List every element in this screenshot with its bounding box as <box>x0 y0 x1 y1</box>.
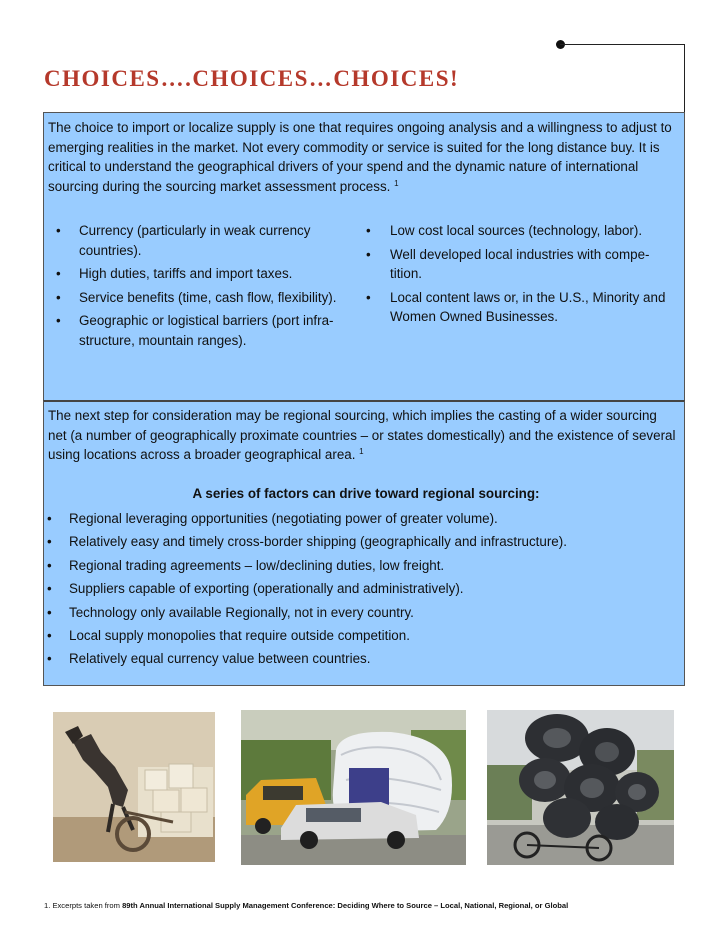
list-item-text: High duties, tariffs and import taxes. <box>79 266 293 281</box>
bullet-icon: • <box>366 223 371 238</box>
decorative-rule-vertical <box>684 44 685 112</box>
list-item <box>44 579 567 602</box>
bullet-icon: • <box>47 511 52 526</box>
regional-factors-list <box>44 509 567 673</box>
list-item <box>56 221 361 260</box>
regional-sourcing-paragraph <box>48 406 678 465</box>
localize-drivers-list <box>366 221 671 331</box>
import-drivers-list <box>56 221 361 354</box>
list-item-text: Local content laws or, in the U.S., Minority and Women Owned Businesses. <box>390 289 666 324</box>
bullet-icon: • <box>56 313 61 328</box>
list-item-text: Relatively easy and timely cross-border shipping (geographically and infrastructure). <box>69 534 567 550</box>
bullet-icon: • <box>56 289 61 305</box>
list-item-text: Technology only available Regionally, not in every country. <box>69 604 414 620</box>
import-localize-paragraph <box>48 118 678 196</box>
donkey-cart-photo <box>53 712 215 862</box>
list-item-text: Service benefits (time, cash flow, flexibility). <box>79 289 337 305</box>
list-item <box>44 603 567 626</box>
list-item-text: Geographic or logistical barriers (port infra-structure, mountain ranges). <box>79 313 334 348</box>
bullet-icon: • <box>47 651 52 667</box>
list-item <box>44 532 567 555</box>
list-item <box>366 245 671 284</box>
regional-sourcing-panel <box>43 400 685 686</box>
list-item-text: Low cost local sources (technology, labor). <box>390 223 643 238</box>
bullet-icon: • <box>366 246 371 262</box>
bullet-icon: • <box>47 581 52 597</box>
list-item-text: Currency (particularly in weak currency countries). <box>79 223 311 258</box>
bullet-icon: • <box>56 266 61 281</box>
list-item <box>366 221 671 241</box>
paragraph-text: The choice to import or localize supply is one that requires ongoing analysis and a willingness to adjust to emerging realities in the market. Not every commodity or service is suited for the long distance buy. It is critical to understand the geographical drivers of your spend and the dynamic nature of international sourcing during the sourcing market assessment process. <box>48 120 672 194</box>
list-item <box>44 649 567 672</box>
footnote-source: 89th Annual International Supply Management Conference: Deciding Where to Source – Local, National, Regional, or Global <box>122 901 569 910</box>
list-item <box>44 626 567 649</box>
footnote-ref: 1 <box>359 447 364 456</box>
footnote-prefix: 1. Excerpts taken from <box>44 901 123 910</box>
list-item-text: Local supply monopolies that require outside competition. <box>69 627 410 643</box>
decorative-rule-horizontal <box>560 44 685 45</box>
list-item-text: Regional trading agreements – low/declining duties, low freight. <box>69 557 445 573</box>
bullet-icon: • <box>47 627 52 643</box>
regional-factors-heading: A series of factors can drive toward regional sourcing: <box>192 486 540 501</box>
list-item-text: Regional leveraging opportunities (negotiating power of greater volume). <box>69 511 498 526</box>
bullet-icon: • <box>56 223 61 238</box>
tire-bicycle-photo <box>487 710 674 865</box>
overloaded-car-photo <box>241 710 466 865</box>
list-item <box>56 311 361 350</box>
list-item-text: Relatively equal currency value between countries. <box>69 651 371 667</box>
page-title: CHOICES….CHOICES…CHOICES! <box>44 66 460 91</box>
paragraph-text: The next step for consideration may be regional sourcing, which implies the casting of a wider sourcing net (a number of geographically proximate countries – or states domestically) and the existence of several using locations across a broader geographical area. <box>48 408 676 462</box>
list-item <box>366 288 671 327</box>
bullet-icon: • <box>47 534 52 550</box>
bullet-icon: • <box>47 604 52 620</box>
bullet-icon: • <box>47 557 52 573</box>
list-item <box>56 264 361 284</box>
list-item <box>56 288 361 308</box>
list-item-text: Well developed local industries with compe-tition. <box>390 246 650 281</box>
list-item <box>44 556 567 579</box>
bullet-icon: • <box>366 289 371 305</box>
list-item <box>44 509 567 532</box>
list-item-text: Suppliers capable of exporting (operationally and administratively). <box>69 581 464 597</box>
footnote-ref: 1 <box>394 178 399 188</box>
footnote <box>44 901 568 910</box>
import-localize-panel <box>43 112 685 400</box>
